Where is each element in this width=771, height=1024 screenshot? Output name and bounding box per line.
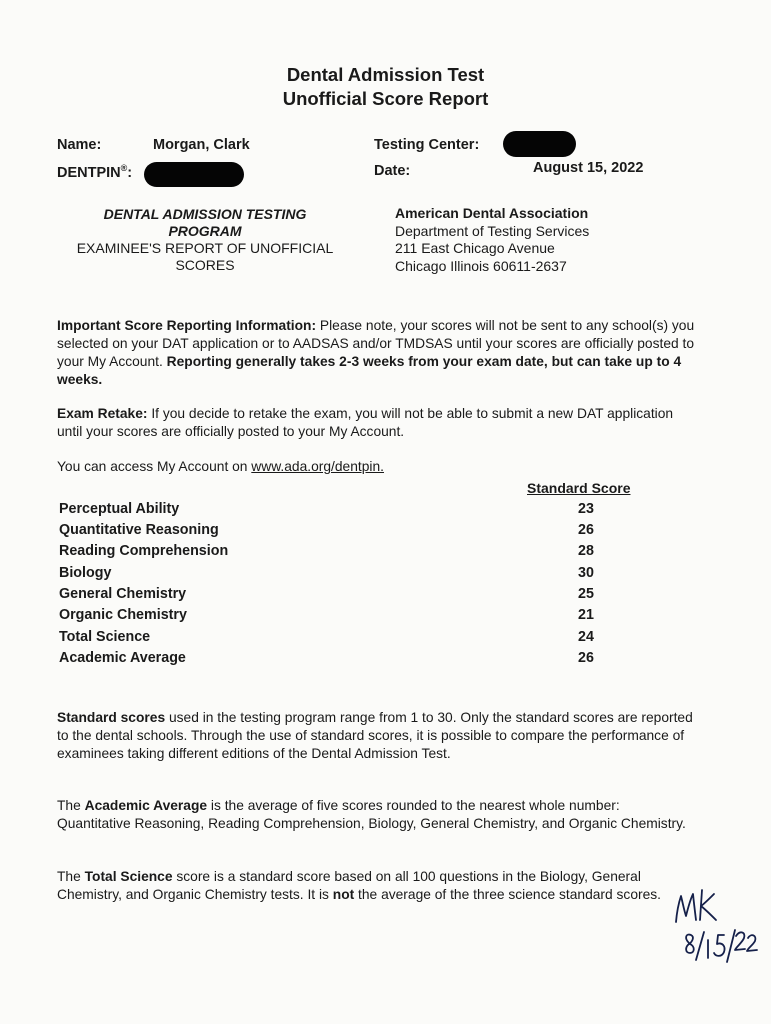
ada-org: American Dental Association — [395, 205, 589, 221]
science-pre: The — [57, 869, 85, 884]
score-value: 25 — [578, 586, 594, 602]
handwritten-signature — [650, 880, 768, 990]
dentpin-redaction — [144, 162, 244, 187]
score-row — [59, 650, 619, 671]
score-value: 26 — [578, 522, 594, 538]
access-text: You can access My Account on — [57, 459, 252, 474]
science-end: the average of the three science standard scores. — [354, 887, 661, 902]
score-row — [59, 565, 619, 586]
academic-average-note — [57, 797, 697, 833]
program-line4: SCORES — [175, 257, 235, 273]
score-row — [59, 607, 619, 628]
dentpin-link[interactable]: www.ada.org/dentpin. — [251, 459, 384, 474]
standard-text: used in the testing program range from 1 to 30. Only the standard scores are reported to the dental schools. Through the use of standard scores, it is possible to compare the performance of examinees taking different editions of the Dental Admission Test. — [57, 710, 693, 761]
score-subject: Perceptual Ability — [59, 501, 180, 517]
score-value: 23 — [578, 501, 594, 517]
score-row — [59, 501, 619, 522]
score-subject: Quantitative Reasoning — [59, 522, 219, 538]
name-value: Morgan, Clark — [153, 137, 250, 153]
ada-address — [395, 205, 589, 275]
ada-city: Chicago Illinois 60611-2637 — [395, 257, 567, 274]
score-row — [59, 543, 619, 564]
retake-paragraph — [57, 405, 697, 441]
ada-street: 211 East Chicago Avenue — [395, 240, 555, 256]
dentpin-label: DENTPIN®: — [57, 163, 133, 181]
program-line3: EXAMINEE'S REPORT OF UNOFFICIAL — [76, 240, 334, 256]
score-value: 28 — [578, 543, 594, 559]
access-paragraph — [57, 458, 697, 476]
standard-lead: Standard scores — [57, 710, 166, 725]
report-title: Dental Admission Test — [286, 64, 485, 85]
date-label: Date: — [374, 163, 411, 179]
score-row — [59, 629, 619, 650]
important-lead: Important Score Reporting Information: — [57, 318, 317, 333]
standard-score-header: Standard Score — [527, 480, 631, 496]
academic-text: is the average of five scores rounded to the nearest whole number: Quantitative Reasoning, Reading Comprehension, Biology, General Chemistry, and Organic Chemistry. — [57, 798, 686, 831]
academic-pre: The — [57, 798, 85, 813]
score-row — [59, 586, 619, 607]
score-subject: Biology — [59, 565, 112, 581]
science-lead: Total Science — [84, 869, 173, 884]
name-label: Name: — [57, 137, 102, 153]
program-block — [55, 206, 355, 274]
total-science-note — [57, 868, 685, 904]
retake-lead: Exam Retake: — [57, 406, 148, 421]
retake-text: If you decide to retake the exam, you will not be able to submit a new DAT application until your scores are officially posted to your My Account. — [57, 406, 674, 439]
report-subtitle: Unofficial Score Report — [282, 88, 489, 109]
academic-lead: Academic Average — [84, 798, 208, 813]
score-subject: Academic Average — [59, 650, 186, 666]
date-value: August 15, 2022 — [533, 160, 644, 176]
score-subject: Organic Chemistry — [59, 607, 187, 623]
science-text: score is a standard score based on all 100 questions in the Biology, General Chemistry, and Organic Chemistry tests. It is — [57, 869, 641, 902]
ada-dept: Department of Testing Services — [395, 222, 590, 239]
score-value: 30 — [578, 565, 594, 581]
testing-center-label: Testing Center: — [374, 137, 480, 153]
important-info-paragraph — [57, 317, 697, 389]
score-subject: Total Science — [59, 629, 151, 645]
score-value: 24 — [578, 629, 594, 645]
score-value: 21 — [578, 607, 594, 623]
score-value: 26 — [578, 650, 594, 666]
score-row — [59, 522, 619, 543]
score-subject: Reading Comprehension — [59, 543, 229, 559]
standard-scores-note — [57, 709, 697, 763]
science-not: not — [332, 887, 355, 902]
important-text: Please note, your scores will not be sent to any school(s) you selected on your DAT application or to AADSAS and/or TMDSAS until your scores are officially posted to your My Account. — [57, 318, 695, 369]
program-line1: DENTAL ADMISSION TESTING — [103, 206, 307, 222]
program-line2: PROGRAM — [168, 223, 242, 239]
testing-center-redaction — [503, 131, 576, 157]
important-bold: Reporting generally takes 2-3 weeks from your exam date, but can take up to 4 weeks. — [57, 354, 682, 387]
score-subject: General Chemistry — [59, 586, 187, 602]
